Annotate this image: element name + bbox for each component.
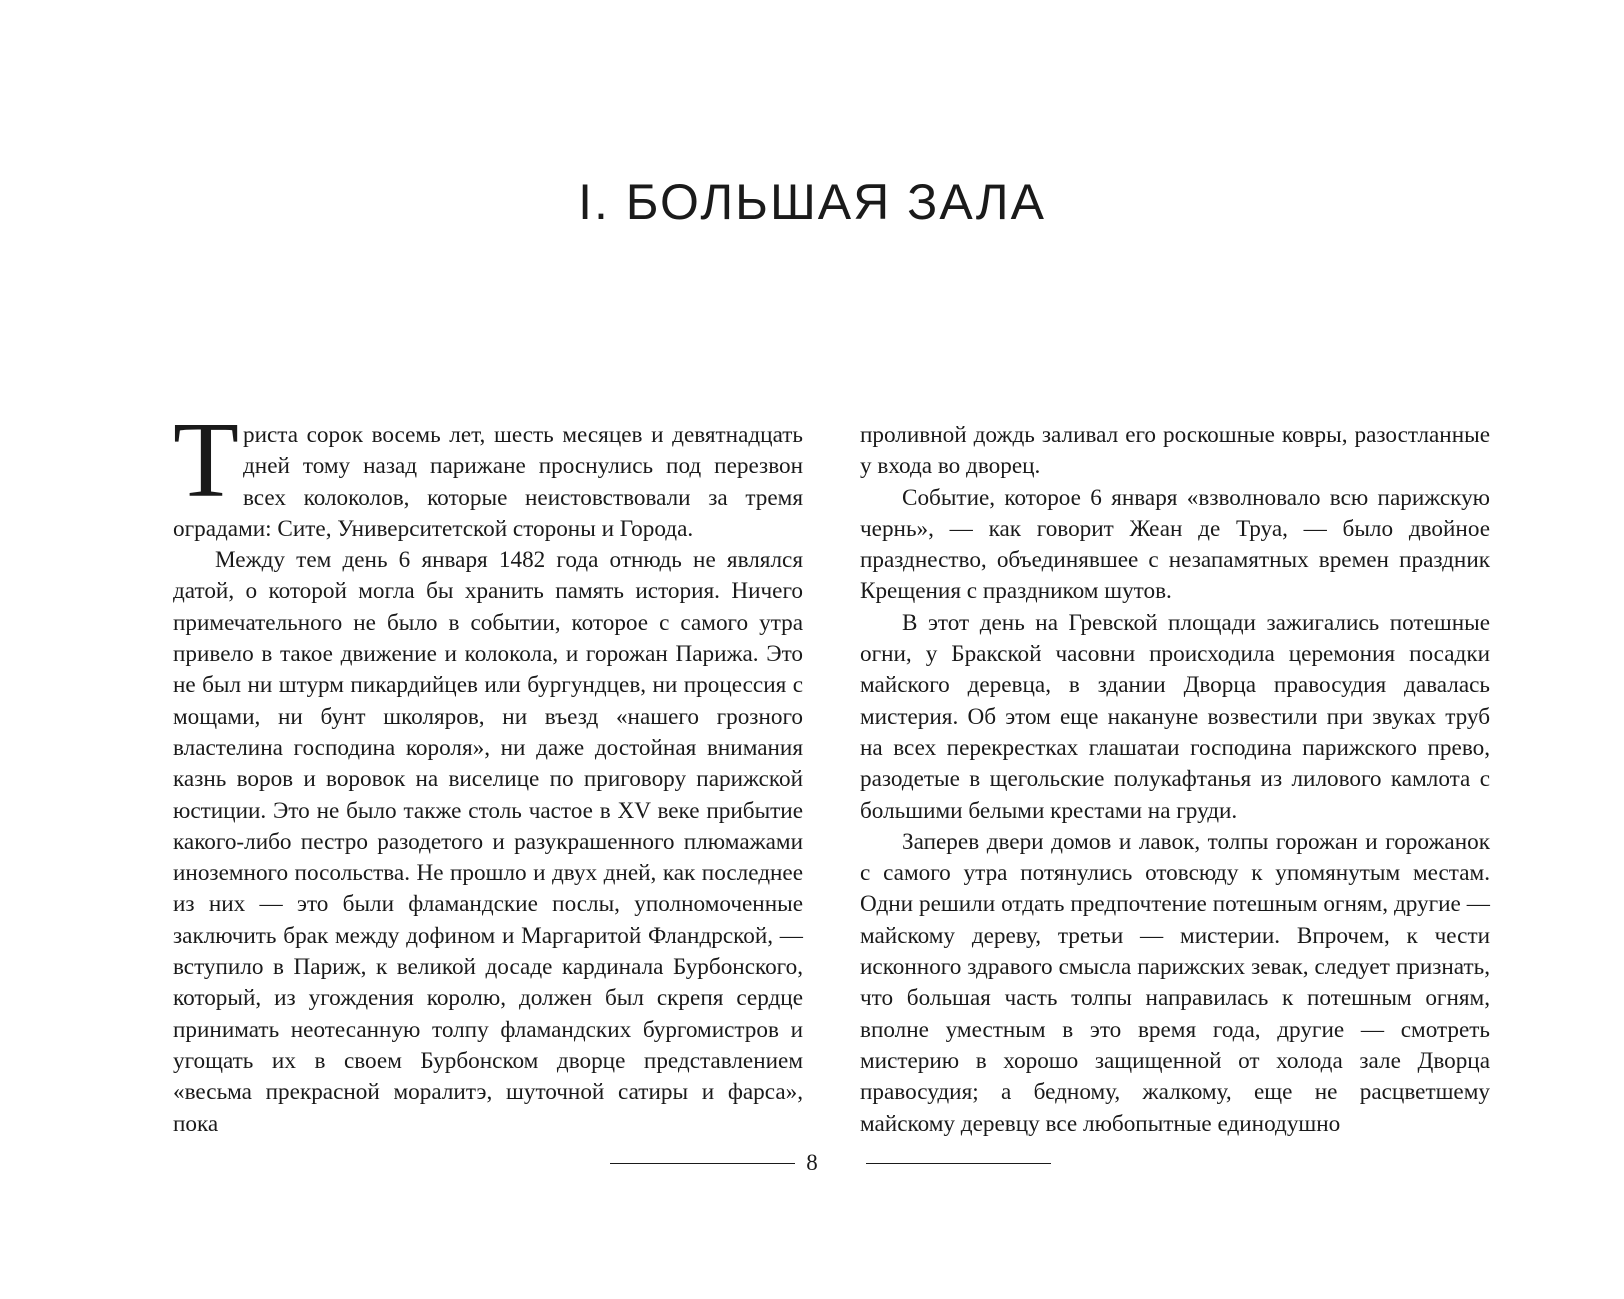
paragraph: Событие, которое 6 января «взволновало всю парижскую чернь», — как говорит Жеан де Труа, — было двойное празднество, объединявшее с незапамятных времен праздник Крещения с праздником шутов. [860, 484, 1490, 605]
paragraph: Между тем день 6 января 1482 года отнюдь не являлся датой, о которой могла бы хранить память история. Ничего примечательного не было в событии, которое с самого утра привело в такое движение и колокола, и горожан Парижа. Это не был ни штурм пикардийцев или бургундцев, ни процессия с мощами, ни бунт школяров, ни въезд «нашего грозного властелина господина короля», ни даже достойная внимания казнь воров и воровок на виселице по приговору парижской юстиции. Это не было также столь частое в XV веке прибытие какого-либо пестро разодетого и разукрашенного плюмажами иноземного посольства. Не прошло и двух дней, как последнее из них — это были фламандские послы, уполномоченные заключить брак между дофином и Маргаритой Фландрской, — вступило в Париж, к великой досаде кардинала Бурбонского, который, из угождения королю, должен был скрепя сердце принимать неотесанную толпу фламандских бургомистров и угощать их в своем Бурбонском дворце представлением «весьма прекрасной моралитэ, шуточной сатиры и фарса», пока [173, 547, 803, 1137]
paragraph-text: риста сорок восемь лет, шесть месяцев и девятнадцать дней тому назад парижане проснулись под перезвон всех колоколов, которые неистовствовали за тремя оградами: Сите, Университетской стороны и Города. [173, 422, 803, 542]
paragraph: проливной дождь заливал его роскошные ковры, разостланные у входа во дворец. [860, 422, 1490, 480]
page-footer [0, 1148, 1624, 1178]
footer-rule-left [610, 1163, 795, 1164]
paragraph [173, 401, 803, 545]
text-column-right [860, 420, 1490, 1140]
page-number: 8 [806, 1150, 818, 1175]
footer-rule-right [866, 1163, 1051, 1164]
chapter-title: I. БОЛЬШАЯ ЗАЛА [578, 174, 1046, 230]
drop-cap: Т [173, 401, 239, 520]
paragraph: Заперев двери домов и лавок, толпы горожан и горожанок с самого утра потянулись отовсюду к упомянутым местам. Одни решили отдать предпочтение потешным огням, другие — майскому дереву, третьи — мистерии. Впрочем, к чести исконного здравого смысла парижских зевак, следует признать, что большая часть толпы направилась к потешным огням, вполне уместным в это время года, другие — смотреть мистерию в хорошо защищенной от холода зале Дворца правосудия; а бедному, жалкому, еще не расцветшему майскому деревцу все любопытные единодушно [860, 828, 1490, 1137]
paragraph: В этот день на Гревской площади зажигались потешные огни, у Бракской часовни происходила церемония посадки майского деревца, в здании Дворца правосудия давалась мистерия. Об этом еще накануне возвестили при звуках труб на всех перекрестках глашатаи господина парижского прево, разодетые в щегольские полукафтанья из лилового камлота с большими белыми крестами на груди. [860, 609, 1490, 824]
text-column-left [173, 401, 803, 1140]
